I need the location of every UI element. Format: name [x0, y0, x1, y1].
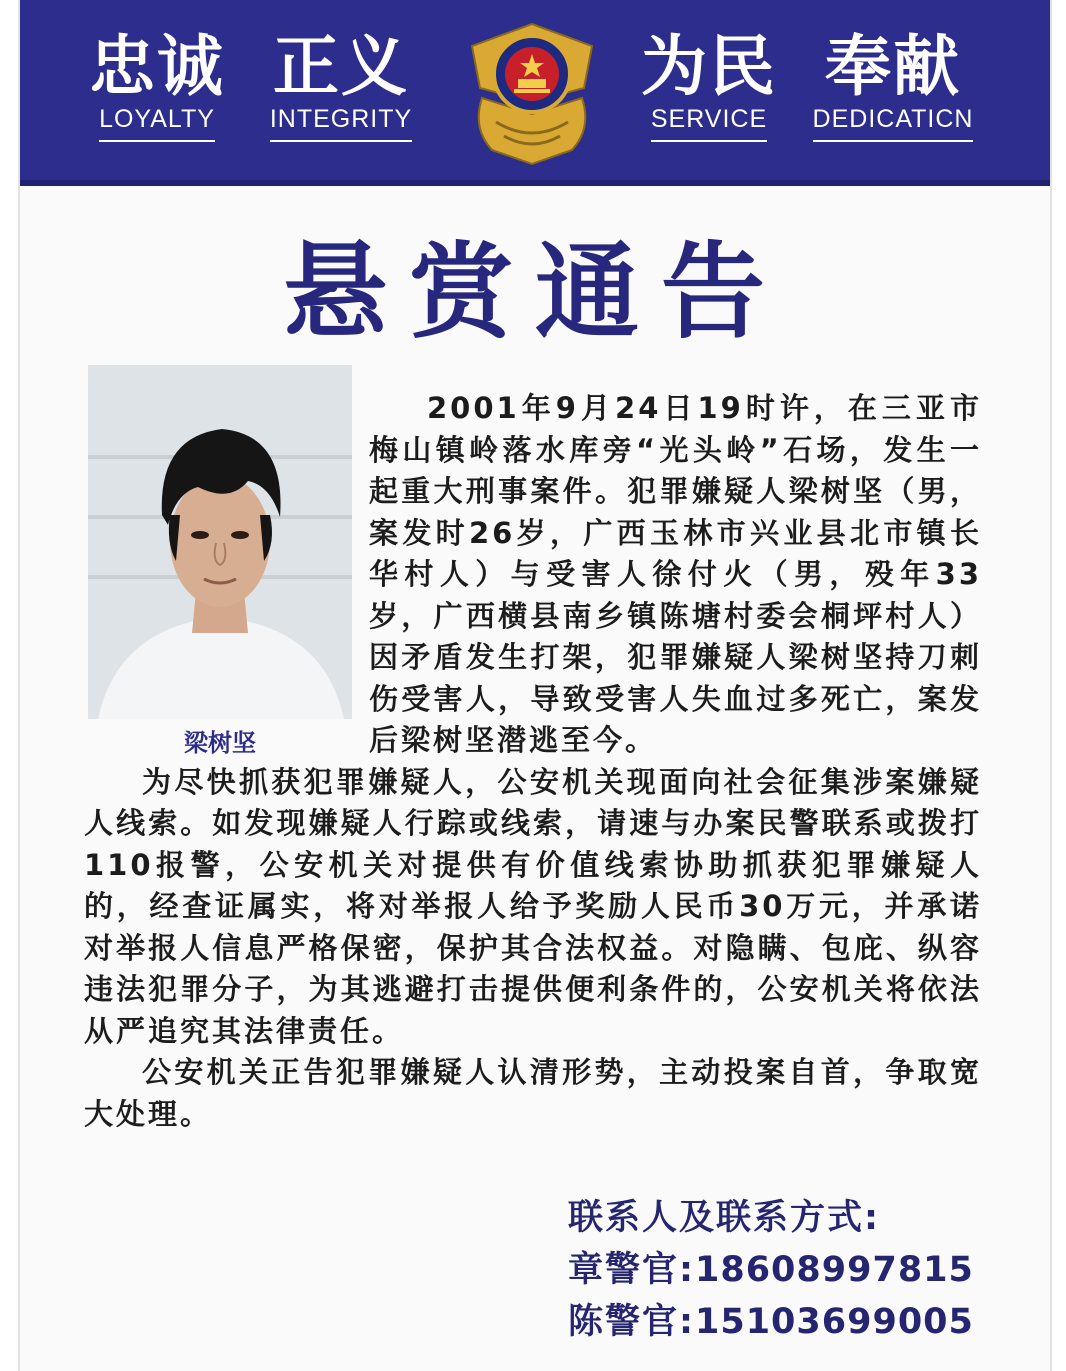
motto-dedication: [804, 30, 982, 142]
motto-loyalty: [82, 30, 232, 142]
motto-zh: 忠诚: [89, 28, 225, 105]
motto-en: INTEGRITY: [270, 104, 412, 142]
wanted-poster: [18, 0, 1052, 1371]
motto-en: SERVICE: [651, 104, 767, 142]
officer-phone[interactable]: 15103699005: [695, 1302, 974, 1342]
notice-title: 悬赏通告: [282, 231, 787, 353]
motto-zh: 为民: [641, 28, 777, 105]
motto-en: LOYALTY: [99, 104, 215, 142]
contact-heading: 联系人及联系方式:: [568, 1198, 880, 1238]
officer-name: 陈警官:: [568, 1302, 695, 1342]
contact-officer-chen: [568, 1296, 988, 1348]
motto-zh: 正义: [273, 28, 409, 105]
motto-en: DEDICATICN: [813, 104, 974, 142]
photo-spacer: [84, 388, 369, 760]
police-banner: [20, 0, 1050, 186]
notice-body: [84, 388, 982, 1135]
officer-name: 章警官:: [568, 1250, 695, 1290]
motto-integrity: [260, 30, 422, 142]
paragraph-reward: 为尽快抓获犯罪嫌疑人，公安机关现面向社会征集涉案嫌疑人线索。如发现嫌疑人行踪或线索，请速与办案民警联系或拨打110报警，公安机关对提供有价值线索协助抓获犯罪嫌疑人的，经查证属实，将对举报人给予奖励人民币30万元，并承诺对举报人信息严格保密，保护其合法权益。对隐瞒、包庇、纵容违法犯罪分子，为其逃避打击提供便利条件的，公安机关将依法从严追究其法律责任。: [84, 764, 982, 1048]
police-badge-icon: [452, 18, 612, 170]
officer-phone[interactable]: 18608997815: [695, 1250, 974, 1290]
paragraph-warning: 公安机关正告犯罪嫌疑人认清形势，主动投案自首，争取宽大处理。: [84, 1055, 982, 1131]
photo-caption: 梁树坚: [184, 729, 256, 757]
motto-zh: 奉献: [825, 28, 961, 105]
paragraph-case: 2001年9月24日19时许，在三亚市梅山镇岭落水库旁“光头岭”石场，发生一起重大刑事案件。犯罪嫌疑人梁树坚（男，案发时26岁，广西玉林市兴业县北市镇长华村人）与受害人徐付火（男，殁年33岁，广西横县南乡镇陈塘村委会桐坪村人）因矛盾发生打架，犯罪嫌疑人梁树坚持刀刺伤受害人，导致受害人失血过多死亡，案发后梁树坚潜逃至今。: [369, 391, 982, 757]
contact-section: [568, 1192, 988, 1348]
motto-service: [634, 30, 784, 142]
contact-officer-zhang: [568, 1244, 988, 1296]
